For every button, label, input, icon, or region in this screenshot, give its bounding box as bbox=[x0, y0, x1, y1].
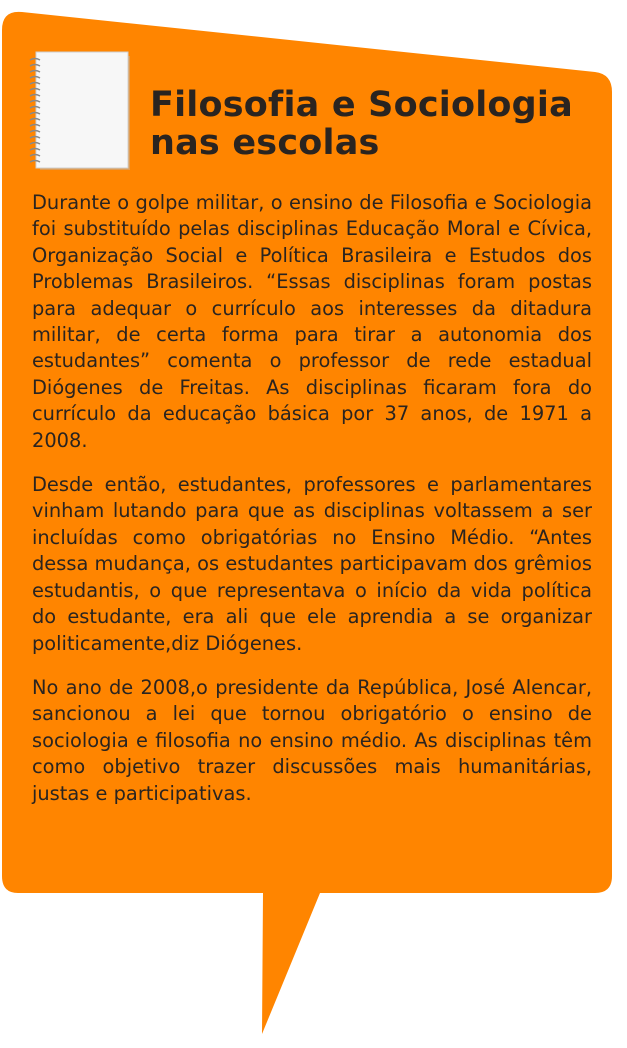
article-body bbox=[32, 190, 592, 825]
paragraph: Desde então, estudantes, professores e parlamentares vinham lutando para que as disciplinas voltassem a ser incluídas como obrigatórias no Ensino Médio. “Antes dessa mudança, os estudantes participavam dos grêmios estudantis, o que representava o início da vida política do estudante, era ali que ele aprendia a se organizar politicamente,diz Diógenes. bbox=[32, 473, 592, 655]
paragraph: No ano de 2008,o presidente da República, José Alencar, sancionou a lei que tornou obrigatório o ensino de sociologia e filosofia no ensino médio. As disciplinas têm como objetivo trazer discussões mais humanitárias, justas e participativas. bbox=[32, 675, 592, 805]
notebook-icon bbox=[26, 50, 132, 172]
page-title: Filosofia e Sociologia nas escolas bbox=[150, 85, 573, 163]
paragraph: Durante o golpe militar, o ensino de Filosofia e Sociologia foi substituído pelas disciplinas Educação Moral e Cívica, Organização Social e Política Brasileira e Estudos dos Problemas Brasileiros. “Essas disciplinas foram postas para adequar o currículo aos interesses da ditadura militar, de certa forma para tirar a autonomia dos estudantes” comenta o professor de rede estadual Diógenes de Freitas. As disciplinas ficaram fora do currículo da educação básica por 37 anos, de 1971 a 2008. bbox=[32, 191, 592, 452]
